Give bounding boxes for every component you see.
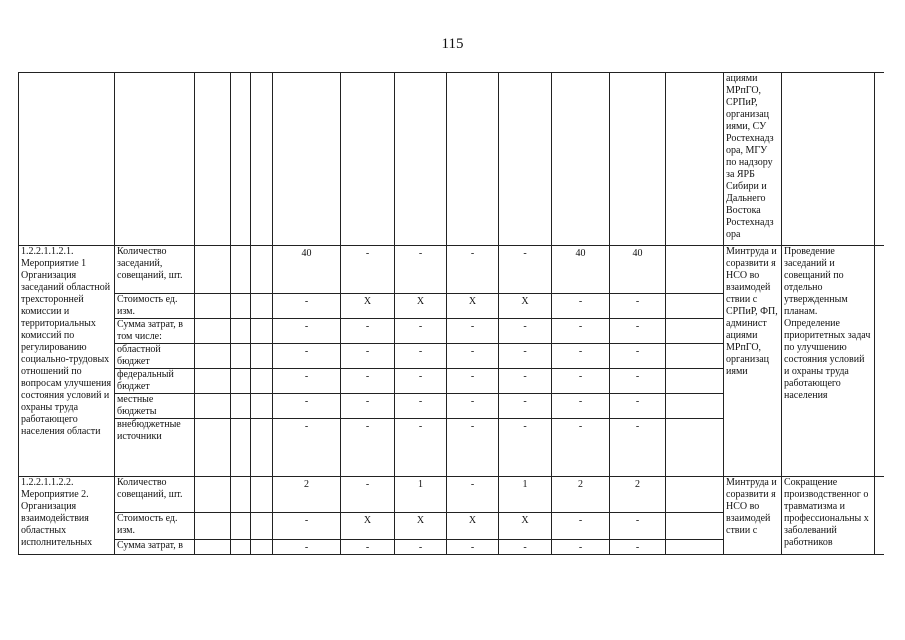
cell-value: -: [499, 344, 552, 369]
event1-result: Проведение заседаний и совещаний по отдельно утвержденным планам. Определение приоритетных задач по улучшению состояния условий и охраны труда работающего населения: [782, 246, 875, 477]
cell-value: -: [499, 319, 552, 344]
event1-title: 1.2.2.1.1.2.1. Мероприятие 1 Организация заседаний областной трехсторонней комиссии и территориальных комиссий по регулированию социально-трудовых отношений по вопросам улучшения состояния условий и охраны труда работающего населения области: [19, 246, 115, 477]
cell-value: -: [341, 344, 395, 369]
cell-value: -: [499, 246, 552, 294]
cell-value: -: [552, 369, 610, 394]
cell-value: -: [341, 246, 395, 294]
row-label: областной бюджет: [115, 344, 195, 369]
cell-value: -: [341, 394, 395, 419]
cell-value: -: [395, 394, 447, 419]
cell-value: -: [447, 540, 499, 555]
cell-value: X: [447, 513, 499, 540]
cell-value: X: [499, 513, 552, 540]
cell-value: -: [395, 419, 447, 477]
cell-value: -: [552, 344, 610, 369]
cell-value: -: [499, 394, 552, 419]
carry-over-row: [19, 73, 885, 246]
cell-value: X: [341, 513, 395, 540]
table-row: [19, 477, 885, 513]
cell-value: 40: [552, 246, 610, 294]
row-label: Количество совещаний, шт.: [115, 477, 195, 513]
cell-value: -: [341, 369, 395, 394]
program-table: [18, 72, 884, 556]
cell-value: -: [395, 540, 447, 555]
cell-value: -: [552, 540, 610, 555]
cell-value: -: [395, 369, 447, 394]
cell-value: -: [395, 319, 447, 344]
cell-value: 40: [610, 246, 666, 294]
row-label: федеральный бюджет: [115, 369, 195, 394]
carry-over-responsible: ациями МРпГО, СРПиР, организац иями, СУ Ростехнадз ора, МГУ по надзору за ЯРБ Сибири и Дальнего Востока Ростехнадз ора: [724, 73, 782, 246]
event2-result: Сокращение производственног о травматизма и профессиональны х заболеваний работников: [782, 477, 875, 555]
cell-value: -: [273, 319, 341, 344]
cell-value: X: [395, 513, 447, 540]
event2-responsible: Минтруда и соразвити я НСО во взаимодей ствии с: [724, 477, 782, 555]
cell-value: 2: [610, 477, 666, 513]
cell-value: -: [552, 294, 610, 319]
cell-value: -: [273, 540, 341, 555]
cell-value: -: [273, 369, 341, 394]
cell-value: 40: [273, 246, 341, 294]
cell-value: -: [610, 513, 666, 540]
cell-value: -: [273, 344, 341, 369]
event2-title: 1.2.2.1.1.2.2. Мероприятие 2. Организация взаимодействия областных исполнительных: [19, 477, 115, 555]
cell-value: -: [499, 419, 552, 477]
cell-value: -: [395, 344, 447, 369]
cell-value: 2: [552, 477, 610, 513]
cell-value: -: [447, 319, 499, 344]
cell-value: -: [341, 319, 395, 344]
cell-value: -: [610, 419, 666, 477]
cell-value: -: [552, 513, 610, 540]
cell-value: X: [447, 294, 499, 319]
cell-value: -: [341, 540, 395, 555]
cell-value: -: [499, 540, 552, 555]
cell-value: -: [447, 369, 499, 394]
row-label: Сумма затрат, в том числе:: [115, 319, 195, 344]
cell-value: 1: [395, 477, 447, 513]
cell-value: -: [447, 246, 499, 294]
table-row: [19, 246, 885, 294]
cell-value: -: [273, 394, 341, 419]
cell-value: -: [552, 319, 610, 344]
cell-value: -: [552, 419, 610, 477]
row-label: местные бюджеты: [115, 394, 195, 419]
cell-value: -: [341, 419, 395, 477]
row-label: Стоимость ед. изм.: [115, 513, 195, 540]
cell-value: X: [341, 294, 395, 319]
cell-value: -: [499, 369, 552, 394]
cell-value: -: [395, 246, 447, 294]
cell-value: -: [610, 294, 666, 319]
cell-value: -: [610, 319, 666, 344]
cell-value: -: [447, 477, 499, 513]
row-label: Сумма затрат, в: [115, 540, 195, 555]
cell-value: -: [447, 344, 499, 369]
row-label: Стоимость ед. изм.: [115, 294, 195, 319]
cell-value: 1: [499, 477, 552, 513]
cell-value: -: [447, 419, 499, 477]
cell-value: -: [610, 394, 666, 419]
row-label: внебюджетные источники: [115, 419, 195, 477]
cell-value: 2: [273, 477, 341, 513]
cell-value: X: [395, 294, 447, 319]
cell-value: -: [341, 477, 395, 513]
cell-value: X: [499, 294, 552, 319]
cell-value: -: [552, 394, 610, 419]
cell-value: -: [610, 344, 666, 369]
cell-value: -: [610, 540, 666, 555]
page-number: 115: [441, 36, 464, 52]
row-label: Количество заседаний, совещаний, шт.: [115, 246, 195, 294]
event1-responsible: Минтруда и соразвити я НСО во взаимодей ствии с СРПиР, ФП, админист ациями МРпГО, организац иями: [724, 246, 782, 477]
cell-value: -: [447, 394, 499, 419]
cell-value: -: [610, 369, 666, 394]
cell-value: -: [273, 294, 341, 319]
cell-value: -: [273, 419, 341, 477]
cell-value: -: [273, 513, 341, 540]
